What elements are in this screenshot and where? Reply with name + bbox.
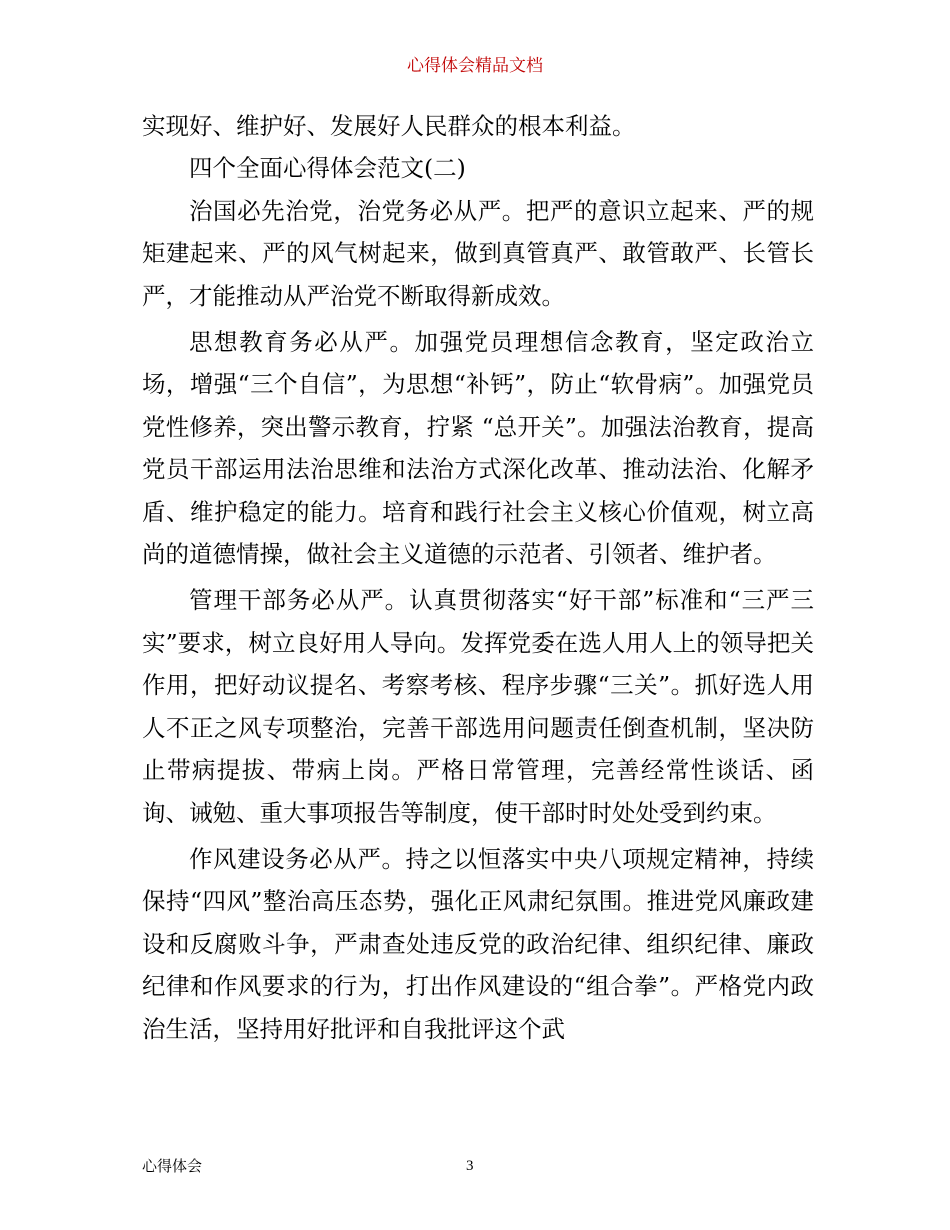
section-heading: 四个全面心得体会范文(二) <box>189 154 466 183</box>
paragraph-work-style: 作风建设务必从严。持之以恒落实中央八项规定精神，持续保持“四风”整治高压态势，强化正风肃纪氛围。推进党风廉政建设和反腐败斗争，严肃查处违反党的政治纪律、组织纪律、廉政纪律和作风要求的行为，打出作风建设的“组合拳”。严格党内政治生活，坚持用好批评和自我批评这个武 <box>142 844 814 1043</box>
document-header-title: 心得体会精品文档 <box>407 56 543 76</box>
paragraph-continuation: 实现好、维护好、发展好人民群众的根本利益。 <box>142 112 636 140</box>
paragraph-intro: 治国必先治党，治党务必从严。把严的意识立起来、严的规矩建起来、严的风气树起来，做到真管真严、敢管敢严、长管长严，才能推动从严治党不断取得新成效。 <box>142 196 814 310</box>
page-number: 3 <box>466 1158 474 1174</box>
document-body <box>142 105 814 1050</box>
paragraph-ideological-education: 思想教育务必从严。加强党员理想信念教育，坚定政治立场，增强“三个自信”，为思想“补钙”，防止“软骨病”。加强党员党性修养，突出警示教育，拧紧 “总开关”。加强法治教育，提高党员干部运用法治思维和法治方式深化改革、推动法治、化解矛盾、维护稳定的能力。培育和践行社会主义核心价值观，树立高尚的道德情操，做社会主义道德的示范者、引领者、维护者。 <box>142 328 814 569</box>
paragraph-cadre-management: 管理干部务必从严。认真贯彻落实“好干部”标准和“三严三实”要求，树立良好用人导向。发挥党委在选人用人上的领导把关作用，把好动议提名、考察考核、程序步骤“三关”。抓好选人用人不正之风专项整治，完善干部选用问题责任倒查机制，坚决防止带病提拔、带病上岗。严格日常管理，完善经常性谈话、函询、诫勉、重大事项报告等制度，使干部时时处处受到约束。 <box>142 586 814 827</box>
footer-label: 心得体会 <box>142 1157 203 1175</box>
